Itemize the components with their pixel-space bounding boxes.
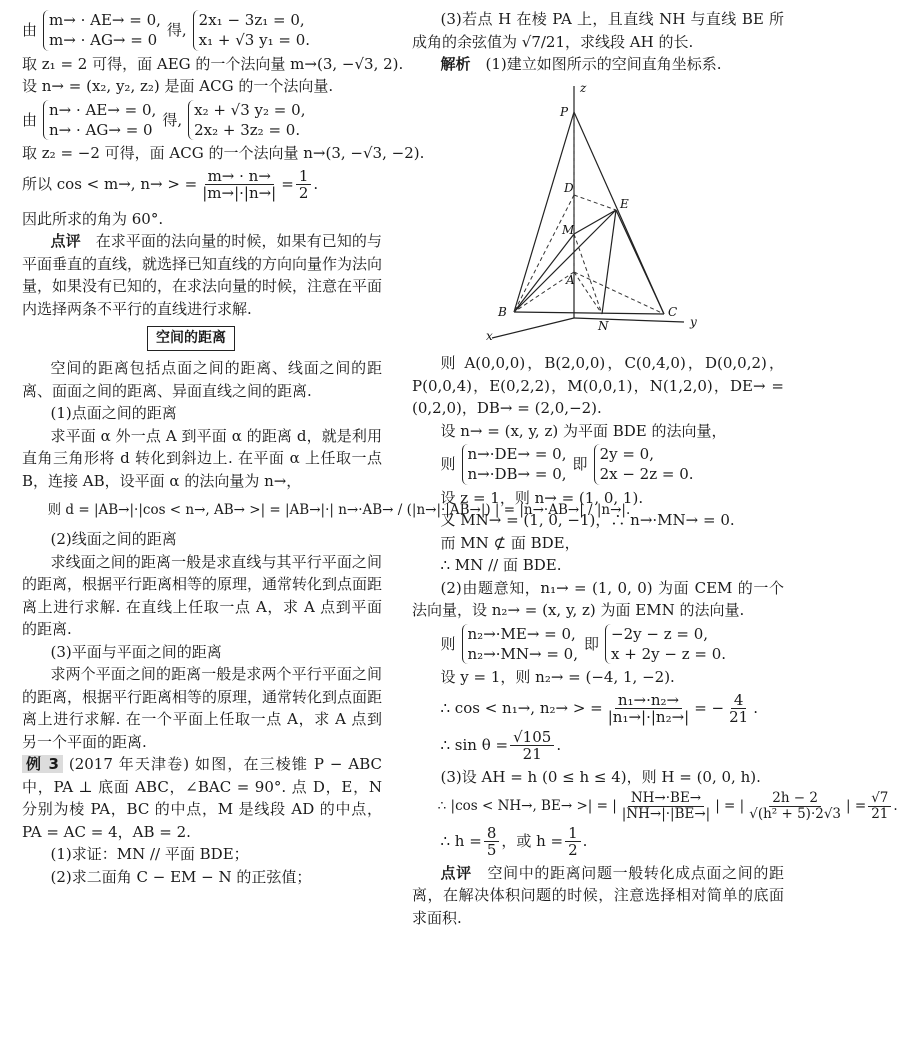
system-1-eq-b: m→ · AG→ = 0 bbox=[49, 31, 158, 50]
comment-paragraph-2 bbox=[412, 862, 784, 930]
frac-numerator: NH→·BE→ bbox=[628, 791, 704, 807]
system-1-mid: 得, bbox=[166, 21, 187, 39]
system-4-eq-c: −2y − z = 0, bbox=[611, 624, 709, 643]
axis-label-y: y bbox=[690, 314, 697, 329]
question-2: (2)求二面角 C − EM − N 的正弦值； bbox=[50, 867, 312, 886]
system-1-prefix: 由 bbox=[22, 21, 38, 39]
text-line: 设 z = 1，则 n→ = (1, 0, 1). bbox=[440, 488, 644, 507]
label-A: A bbox=[566, 272, 575, 287]
sin-formula bbox=[412, 729, 784, 763]
system-3 bbox=[412, 444, 784, 485]
solution-heading: 解析 bbox=[440, 55, 471, 73]
system-4-eq-a: n₂→·ME→ = 0, bbox=[467, 624, 576, 643]
solution-intro bbox=[412, 53, 784, 76]
system-4-prefix: 则 bbox=[440, 634, 456, 653]
abs-bars: | = | bbox=[715, 798, 745, 815]
frac-numerator: 1 bbox=[296, 168, 312, 186]
label-E: E bbox=[620, 196, 629, 211]
frac-numerator: 8 bbox=[484, 825, 500, 843]
frac-denominator: 21 bbox=[522, 745, 542, 763]
frac-numerator: m→ · n→ bbox=[205, 168, 274, 186]
text-line: 设 n→ = (x, y, z) 为平面 BDE 的法向量， bbox=[440, 421, 727, 440]
paragraph: 空间的距离包括点面之间的距离、线面之间的距离、面面之间的距离、异面直线之间的距离. bbox=[22, 359, 382, 400]
system-2-eq-d: 2x₂ + 3z₂ = 0. bbox=[194, 120, 301, 139]
cos2-prefix: ∴ cos < n₁→, n₂→ > = bbox=[440, 699, 603, 718]
frac-numerator: n₁→·n₂→ bbox=[615, 692, 682, 710]
system-3-eq-d: 2x − 2z = 0. bbox=[599, 465, 694, 484]
label-D: D bbox=[564, 180, 574, 195]
label-C: C bbox=[668, 304, 678, 319]
period: . bbox=[313, 175, 319, 194]
frac-numerator: 2h − 2 bbox=[769, 791, 821, 807]
subheading: (3)平面与平面之间的距离 bbox=[50, 642, 222, 661]
coordinates-paragraph: 则 A(0,0,0)，B(2,0,0)，C(0,4,0)，D(0,0,2)，P(0,0,4)，E(0,2,2)，M(0,0,1)，N(1,2,0)，DE→ = (0,2,0)，DB→ = (2,0,−2). bbox=[412, 354, 784, 417]
axis-label-z: z bbox=[580, 80, 587, 95]
text-line: 而 MN ⊄ 面 BDE， bbox=[440, 533, 580, 552]
comment-heading: 点评 bbox=[440, 863, 472, 882]
question-1: (1)求证：MN // 平面 BDE； bbox=[50, 845, 249, 864]
question-3: (3)若点 H 在棱 PA 上，且直线 NH 与直线 BE 所成角的余弦值为 √7/21，求线段 AH 的长. bbox=[412, 10, 784, 51]
period: . bbox=[753, 699, 758, 718]
period: . bbox=[556, 736, 562, 755]
frac-denominator: 21 bbox=[729, 708, 749, 726]
subheading: (1)点面之间的距离 bbox=[50, 404, 177, 422]
paragraph: 求平面 α 外一点 A 到平面 α 的距离 d，就是利用直角三角形将 d 转化到斜边上. 在平面 α 上任取一点 B，连接 AB，设平面 α 的法向量为 n→， bbox=[22, 426, 382, 490]
text-line: 取 z₁ = 2 可得，面 AEG 的一个法向量 m→(3, −√3, 2). bbox=[22, 54, 404, 73]
equals-sign: = bbox=[281, 175, 294, 194]
label-B: B bbox=[498, 304, 507, 319]
frac-numerator: 1 bbox=[565, 825, 581, 843]
system-3-eq-b: n→·DB→ = 0, bbox=[467, 465, 567, 484]
period: . bbox=[893, 798, 898, 815]
equals-sign: | = bbox=[846, 798, 867, 815]
frac-denominator: √(h² + 5)·2√3 bbox=[749, 805, 842, 822]
frac-denominator: |m→|·|n→| bbox=[202, 184, 277, 202]
example-label: 例 3 bbox=[22, 755, 63, 773]
system-2-eq-c: x₂ + √3 y₂ = 0, bbox=[194, 100, 306, 119]
text-line: ∴ MN // 面 BDE. bbox=[440, 556, 562, 574]
comment-text: 在求平面的法向量的时候，如果有已知的与平面垂直的直线，就选择已知直线的方向向量作为法向量，如果没有已知的，在求法向量的时候，注意在平面内选择两条不平行的直线进行求解. bbox=[22, 232, 383, 318]
system-1-eq-d: x₁ + √3 y₁ = 0. bbox=[198, 31, 311, 50]
label-N: N bbox=[598, 318, 609, 333]
period: . bbox=[582, 832, 588, 851]
example-text: (2017 年天津卷) 如图，在三棱锥 P − ABC 中，PA ⊥ 底面 ABC，∠BAC = 90°. 点 D，E，N 分别为棱 PA，BC 的中点，M 是线段 AD 的中点，PA = AC = 4，AB = 2. bbox=[22, 755, 382, 841]
system-4-mid: 即 bbox=[584, 634, 600, 653]
frac-numerator: √7 bbox=[868, 791, 891, 807]
system-3-mid: 即 bbox=[572, 455, 588, 473]
frac-numerator: √105 bbox=[510, 729, 554, 747]
frac-denominator: |NH→|·|BE→| bbox=[621, 805, 711, 822]
pyramid-figure bbox=[484, 80, 784, 349]
frac-denominator: 21 bbox=[871, 805, 889, 822]
frac-denominator: 2 bbox=[568, 841, 578, 860]
paragraph: 求两个平面之间的距离一般是求两个平行平面之间的距离，根据平行距离相等的原理，通常转化到点面距离上进行求解. 在一个平面上任取一点 A，求 A 点到另一个平面的距离. bbox=[22, 665, 383, 751]
h-or: ，或 h = bbox=[501, 832, 564, 851]
label-M: M bbox=[562, 222, 575, 237]
subheading: (2)线面之间的距离 bbox=[50, 530, 177, 549]
cos3-prefix: ∴ |cos < NH→, BE→ >| = | bbox=[437, 798, 617, 815]
cos-prefix: 所以 cos < m→, n→ > = bbox=[22, 175, 198, 194]
system-2-prefix: 由 bbox=[22, 110, 38, 129]
system-2-eq-b: n→ · AG→ = 0 bbox=[49, 120, 153, 139]
h-prefix: ∴ h = bbox=[440, 832, 482, 851]
distance-formula: 则 d = |AB→|·|cos < n→, AB→ >| = |AB→|·| n→·AB→ / (|n→|·|AB→|) | = |n→·AB→| / |n→|. bbox=[47, 502, 631, 518]
sin-prefix: ∴ sin θ = bbox=[440, 736, 509, 755]
frac-numerator: 4 bbox=[731, 692, 747, 710]
system-4-eq-b: n₂→·MN→ = 0, bbox=[467, 644, 578, 663]
pyramid-diagram bbox=[484, 80, 714, 342]
equals-sign: = − bbox=[694, 699, 725, 718]
text-line: (3)设 AH = h (0 ≤ h ≤ 4)，则 H = (0, 0, h). bbox=[440, 767, 761, 786]
solution-step-1: (1)建立如图所示的空间直角坐标系. bbox=[485, 55, 722, 73]
cos-formula-2 bbox=[412, 692, 784, 726]
paragraph: 求线面之间的距离一般是求直线与其平行平面之间的距离，根据平行距离相等的原理，通常转化到点面距离上进行求解. 在直线上任取一点 A，求 A 点到平面的距离. bbox=[22, 552, 383, 639]
frac-denominator: 5 bbox=[486, 841, 497, 860]
text-line: 又 MN→ = (1, 0, −1)，∴ n→·MN→ = 0. bbox=[440, 511, 735, 529]
comment-heading: 点评 bbox=[50, 232, 81, 250]
paragraph: (2)由题意知，n₁→ = (1, 0, 0) 为面 CEM 的一个法向量，设 n₂→ = (x, y, z) 为面 EMN 的法向量. bbox=[412, 578, 784, 619]
system-2 bbox=[22, 100, 382, 141]
section-title-box: 空间的距离 bbox=[147, 326, 235, 351]
label-P: P bbox=[560, 104, 569, 119]
text-line: 因此所求的角为 60°. bbox=[22, 209, 164, 228]
example-3 bbox=[22, 753, 382, 843]
text-line: 取 z₂ = −2 可得，面 ACG 的一个法向量 n→(3, −√3, −2). bbox=[22, 144, 425, 162]
text-line: 设 n→ = (x₂, y₂, z₂) 是面 ACG 的一个法向量. bbox=[22, 77, 334, 95]
system-4 bbox=[412, 624, 784, 665]
system-1-eq-a: m→ · AE→ = 0, bbox=[49, 11, 161, 29]
cos-formula bbox=[22, 168, 382, 202]
system-2-eq-a: n→ · AE→ = 0, bbox=[49, 100, 157, 119]
system-3-eq-a: n→·DE→ = 0, bbox=[467, 445, 567, 463]
text-line: 设 y = 1，则 n₂→ = (−4, 1, −2). bbox=[440, 668, 675, 686]
system-3-prefix: 则 bbox=[440, 455, 456, 473]
comment-text: 空间中的距离问题一般转化成点面之间的距离，在解决体积问题的时候，注意选择相对简单的底面求面积. bbox=[412, 863, 784, 927]
system-1 bbox=[22, 10, 382, 51]
system-1-eq-c: 2x₁ − 3z₁ = 0, bbox=[198, 11, 305, 29]
system-3-eq-c: 2y = 0, bbox=[599, 445, 654, 463]
axis-label-x: x bbox=[486, 328, 493, 343]
system-2-mid: 得, bbox=[162, 110, 183, 129]
frac-denominator: |n₁→|·|n₂→| bbox=[607, 708, 690, 726]
system-4-eq-d: x + 2y − z = 0. bbox=[611, 644, 727, 663]
cos-formula-3 bbox=[412, 790, 898, 822]
right-column bbox=[412, 8, 898, 929]
comment-paragraph bbox=[22, 230, 382, 320]
h-result bbox=[412, 825, 784, 859]
frac-denominator: 2 bbox=[298, 184, 309, 202]
